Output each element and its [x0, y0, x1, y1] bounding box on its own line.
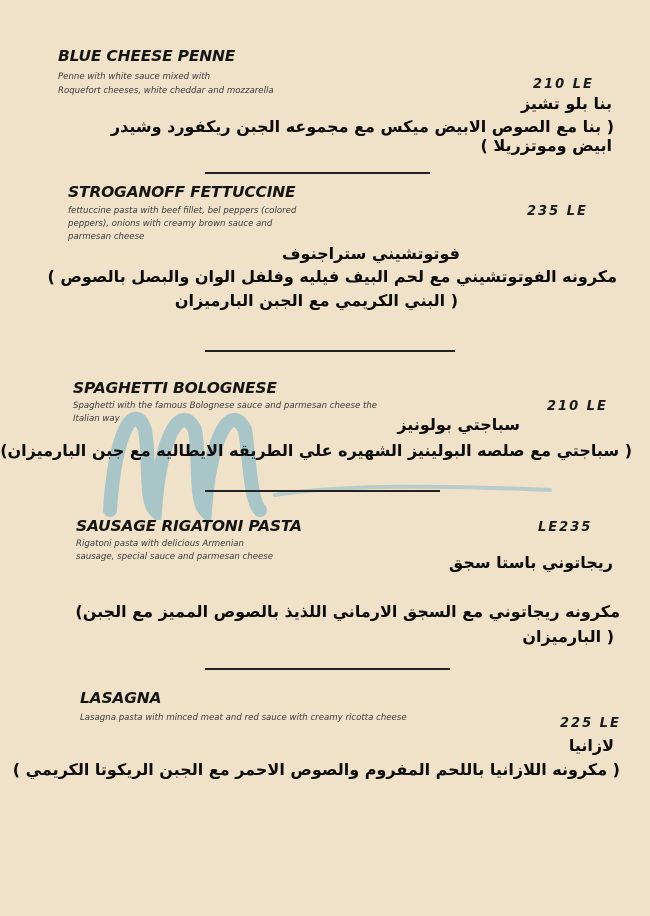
item-arabic-name: بنا بلو تشيز	[520, 94, 612, 113]
item-arabic-desc: ( البارميزان	[522, 627, 614, 646]
item-desc-line: Rigatoni pasta with delicious Armenian	[76, 539, 244, 549]
item-price: LE235	[538, 520, 593, 535]
item-desc-line: Italian way	[73, 414, 120, 424]
item-desc-line: sausage, special sauce and parmesan cheese	[76, 552, 274, 562]
item-desc-line: peppers), onions with creamy brown sauce and	[68, 219, 273, 229]
item-arabic-name: لازانيا	[568, 736, 614, 755]
divider	[205, 490, 440, 492]
item-desc-line: Penne with white sauce mixed with	[58, 72, 211, 82]
divider	[205, 350, 455, 352]
item-arabic-desc: مكرونه الفوتوتشيني مع لحم البيف فيليه وفلفل الوان والبصل بالصوص )	[47, 267, 617, 286]
item-title: BLUE CHEESE PENNE	[58, 47, 236, 65]
item-arabic-desc: ( البني الكريمي مع الجبن البارميزان	[174, 291, 458, 310]
item-title: SAUSAGE RIGATONI PASTA	[76, 517, 302, 535]
item-desc-line: fettuccine pasta with beef fillet, bel peppers (colored	[68, 206, 297, 216]
item-title: LASAGNA	[80, 689, 162, 707]
item-arabic-name: ريجاتوني باستا سجق	[448, 553, 613, 572]
item-arabic-name: سباجتي بولونيز	[397, 415, 520, 434]
item-price: 210 LE	[547, 399, 608, 414]
item-title: SPAGHETTI BOLOGNESE	[73, 379, 277, 397]
item-arabic-desc: ( بنا مع الصوص الابيض ميكس مع مجموعه الجبن ريكفورد وشيدر	[110, 117, 614, 136]
item-title: STROGANOFF FETTUCCINE	[68, 183, 296, 201]
item-price: 210 LE	[533, 77, 594, 92]
item-arabic-desc: مكرونه ريجاتوني مع السجق الارماني اللذيذ بالصوص المميز مع الجبن)	[75, 602, 620, 621]
item-desc-line: parmesan cheese	[68, 232, 145, 242]
item-arabic-name: فوتوتشيني ستراجنوف	[281, 244, 460, 263]
divider	[205, 172, 430, 174]
divider	[205, 668, 450, 670]
item-arabic-desc: ( مكرونه اللازانيا باللحم المفروم والصوص الاحمر مع الجبن الريكوتا الكريمي )	[12, 760, 620, 779]
item-desc-line: Roquefort cheeses, white cheddar and mozzarella	[58, 86, 274, 96]
item-desc-line: Spaghetti with the famous Bolognese sauce and parmesan cheese the	[73, 401, 378, 411]
item-arabic-desc: ابيض وموتزريلا )	[480, 136, 612, 155]
item-arabic-desc: ( سباجتي مع صلصه البولينيز الشهيره علي الطريقه الايطاليه مع جبن البارميزان)	[0, 441, 632, 460]
item-price: 235 LE	[527, 204, 588, 219]
item-desc-line: Lasagna pasta with minced meat and red sauce with creamy ricotta cheese	[80, 713, 407, 723]
item-price: 225 LE	[560, 716, 621, 731]
